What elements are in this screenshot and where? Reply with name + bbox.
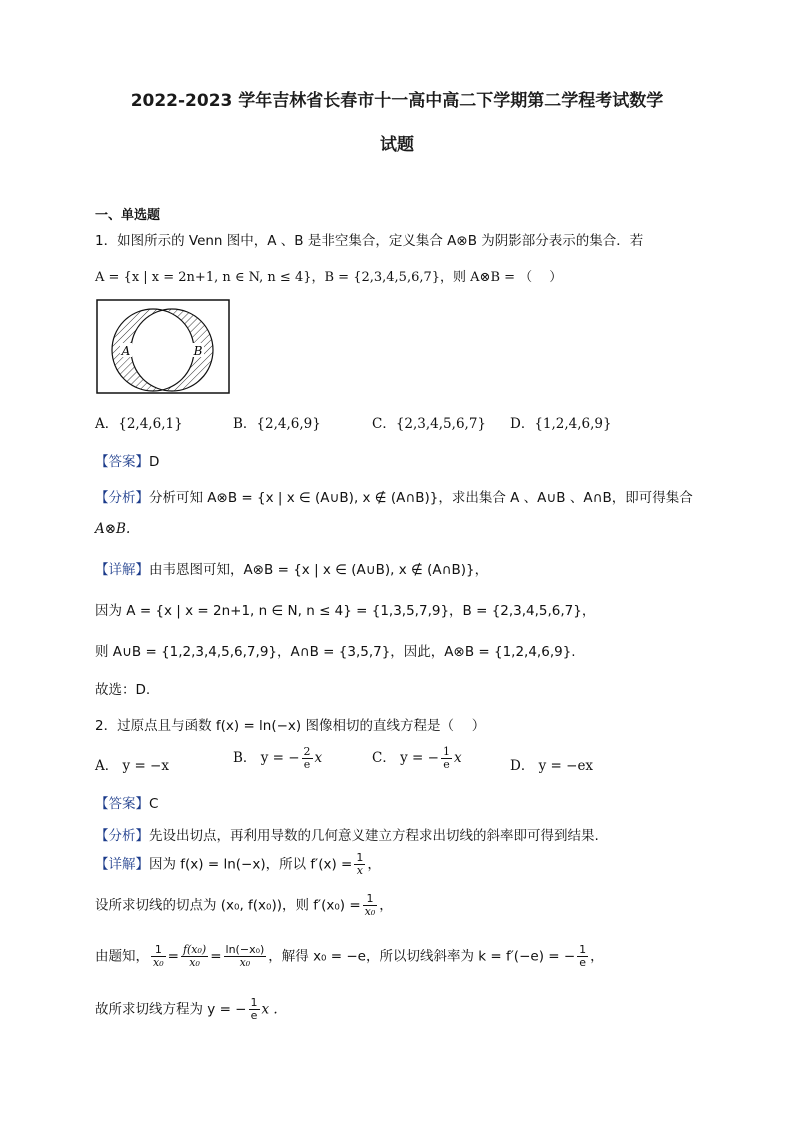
q2-analysis-text: 先设出切点，再利用导数的几何意义建立方程求出切线的斜率即可得到结果.: [149, 828, 599, 844]
q2-answer-row: [95, 792, 158, 812]
document-title-line2: 试题: [380, 135, 414, 155]
q2-detail1-fraction: [354, 852, 365, 877]
fraction-numerator: ln(−x₀): [225, 943, 265, 956]
q2-detail-line3: [95, 944, 604, 969]
q2-conclusion: [95, 997, 278, 1022]
q2-conclusion-prefix: 故所求切线方程为 y = −: [95, 1001, 247, 1018]
document-title-line1: 2022-2023 学年吉林省长春市十一高中高二下学期第二学程考试数学: [130, 91, 664, 111]
q2-detail2-prefix: 设所求切线的切点为 (x₀, f(x₀))，则 f′(x₀) =: [95, 897, 361, 914]
fraction-denominator: e: [250, 1009, 258, 1022]
q1-stem-line2: A = {x | x = 2n+1, n ∈ N, n ≤ 4}，B = {2,3,4,5,6,7}，则 A⊗B = （ ）: [95, 270, 563, 285]
q2-detail3-fraction-3: [224, 944, 267, 969]
q2-analysis-tag: 【分析】: [95, 828, 149, 844]
venn-label-b: B: [193, 344, 203, 358]
q1-analysis-row: [95, 486, 693, 506]
equals-sign: =: [210, 948, 222, 965]
q2-option-c-suffix: x: [453, 750, 462, 766]
q2-conclusion-fraction: [249, 997, 260, 1022]
q2-detail-line1: [95, 852, 381, 877]
q2-stem: 2．过原点且与函数 f(x) = ln(−x) 图像相切的直线方程是（ ）: [95, 718, 486, 734]
q1-choose: 故选：D.: [95, 682, 151, 698]
q2-detail-tag: 【详解】: [95, 856, 149, 873]
q2-detail2-suffix: ，: [379, 897, 393, 914]
q2-analysis-row: [95, 824, 599, 844]
fraction-denominator: x: [356, 864, 363, 877]
fraction-denominator: e: [303, 758, 311, 771]
venn-diagram: [96, 299, 230, 394]
fraction-numerator: 1: [442, 745, 450, 758]
q2-option-a: A． y = −x: [95, 758, 169, 774]
equals-sign: =: [167, 948, 179, 965]
fraction-numerator: 2: [303, 745, 311, 758]
q1-option-a: A．{2,4,6,1}: [95, 416, 183, 432]
q2-detail3-fraction-1: [151, 944, 166, 969]
fraction-numerator: 1: [579, 943, 587, 956]
q2-option-b-suffix: x: [314, 750, 323, 766]
q2-detail3-fraction-4: [577, 944, 588, 969]
q1-answer-tag: 【答案】: [95, 454, 149, 470]
q2-option-b: [233, 746, 322, 771]
q2-detail3-suffix: ，: [590, 948, 604, 965]
q1-answer-row: [95, 450, 159, 470]
q1-stem-line1: 1．如图所示的 Venn 图中，A 、B 是非空集合，定义集合 A⊗B 为阴影部分表示的集合．若: [95, 233, 644, 249]
fraction-numerator: f(x₀): [182, 943, 207, 956]
q2-conclusion-suffix: x .: [261, 1001, 278, 1018]
fraction-denominator: e: [443, 758, 450, 771]
q1-detail-line3: 则 A∪B = {1,2,3,4,5,6,7,9}，A∩B = {3,5,7}，因此，A⊗B = {1,2,4,6,9}.: [95, 644, 576, 660]
fraction-denominator: x₀: [189, 956, 200, 969]
fraction-denominator: x₀: [364, 905, 376, 918]
q2-detail3-prefix: 由题知，: [95, 948, 149, 965]
q2-detail1-prefix: 因为 f(x) = ln(−x)，所以 f′(x) =: [149, 856, 353, 873]
q1-detail-row: [95, 558, 488, 578]
q2-detail3-middle: ，解得 x₀ = −e，所以切线斜率为 k = f′(−e) = −: [268, 948, 576, 965]
venn-label-a: A: [121, 344, 131, 358]
q1-option-b: B．{2,4,6,9}: [233, 416, 321, 432]
q1-analysis-tag: 【分析】: [95, 490, 149, 506]
q1-option-c: C．{2,3,4,5,6,7}: [372, 416, 486, 432]
fraction-denominator: x₀: [239, 956, 251, 969]
q1-answer-value: D: [149, 454, 160, 470]
q1-analysis-line2: A⊗B.: [95, 521, 131, 537]
q1-analysis-line1: 分析可知 A⊗B = {x | x ∈ (A∪B), x ∉ (A∩B)}，求出集合 A 、A∪B 、A∩B，即可得集合: [149, 490, 693, 506]
q2-option-b-prefix: B． y = −: [233, 750, 300, 766]
fraction-numerator: 1: [363, 893, 378, 906]
fraction-numerator: 1: [356, 851, 364, 864]
q1-option-d: D．{1,2,4,6,9}: [510, 416, 612, 432]
section-heading: 一、单选题: [95, 208, 161, 223]
fraction-numerator: 1: [250, 996, 258, 1009]
q2-detail2-fraction: [363, 893, 378, 918]
q1-detail-line2: 因为 A = {x | x = 2n+1, n ∈ N, n ≤ 4} = {1,3,5,7,9}，B = {2,3,4,5,6,7}，: [95, 603, 596, 619]
q2-option-c: [372, 746, 462, 771]
q2-option-c-fraction: [441, 746, 452, 771]
q2-option-b-fraction: [302, 746, 313, 771]
fraction-numerator: 1: [151, 944, 166, 957]
fraction-denominator: x₀: [153, 956, 164, 969]
q2-detail3-fraction-2: [181, 944, 208, 969]
q1-detail-tag: 【详解】: [95, 562, 149, 578]
q2-detail-line2: [95, 893, 393, 918]
q1-detail-line1: 由韦恩图可知，A⊗B = {x | x ∈ (A∪B), x ∉ (A∩B)}，: [149, 562, 489, 578]
q2-answer-tag: 【答案】: [95, 796, 149, 812]
q2-option-c-prefix: C． y = −: [372, 750, 439, 766]
fraction-denominator: e: [579, 956, 587, 969]
q2-detail1-suffix: ，: [367, 856, 381, 873]
q2-answer-value: C: [149, 796, 159, 812]
q2-option-d: D． y = −ex: [510, 758, 594, 774]
